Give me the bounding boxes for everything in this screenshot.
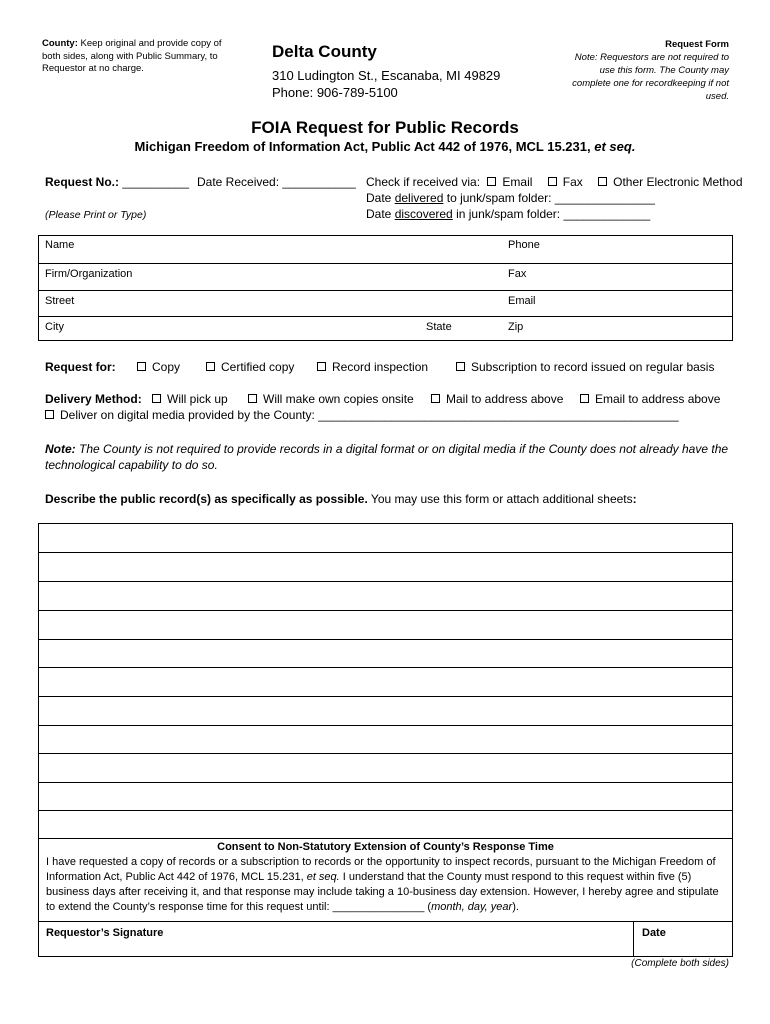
date-delivered <box>366 190 655 206</box>
subtitle-main: Michigan Freedom of Information Act, Public Act 442 of 1976, MCL 15.231, <box>134 139 591 154</box>
subscription-checkbox[interactable] <box>456 362 465 371</box>
description-line <box>39 696 732 697</box>
consent-section <box>46 840 725 915</box>
description-line <box>39 581 732 582</box>
consent-text: I have requested a copy of records or a subscription to records or the opportunity to inspect records, pursuant to the Michigan Freedom of Information Act, Public Act 442 of 1976, MCL 15.231, et seq. I understand that the County must respond to this request within five (5) business days after receiving it, and that response may include taking a 10-business day extension. However, I hereby agree and stipulate to extend the County’s response time for this request until: _______________ (month, day, year). <box>46 856 719 913</box>
date-received <box>197 175 356 189</box>
request-no-field[interactable]: __________ <box>122 175 190 189</box>
note-text: The County is not required to provide records in a digital format or on digital media if the County does not already have the technological capability to do so. <box>45 442 729 472</box>
consent-title: Consent to Non-Statutory Extension of County’s Response Time <box>217 841 554 853</box>
via-fax-label: Fax <box>562 175 583 189</box>
date-discovered <box>366 206 650 222</box>
signature-date-cell[interactable] <box>633 922 666 956</box>
signature-row <box>39 921 732 956</box>
will-pick-up-checkbox[interactable] <box>152 394 161 403</box>
zip-field[interactable]: Zip <box>508 321 524 333</box>
record-inspection-label: Record inspection <box>332 360 429 374</box>
requestor-signature-field[interactable]: Requestor’s Signature <box>46 927 164 939</box>
signature-date-label: Date <box>642 927 666 939</box>
digital-media-label: Deliver on digital media provided by the County: ______________________________________________________ <box>60 408 679 422</box>
records-description-box[interactable] <box>38 523 733 957</box>
contact-divider <box>39 290 732 291</box>
date-delivered-word: delivered <box>394 191 444 205</box>
request-form-note <box>559 38 729 103</box>
description-line <box>39 753 732 754</box>
request-form-note-text: Note: Requestors are not required to use this form. The County may complete one for recordkeeping if not used. <box>572 52 729 102</box>
contact-divider <box>39 263 732 264</box>
city-field[interactable]: City <box>45 321 64 333</box>
date-discovered-field[interactable]: in junk/spam folder: _____________ <box>456 207 651 221</box>
date-delivered-date: Date <box>366 191 392 205</box>
certified-copy-checkbox[interactable] <box>206 362 215 371</box>
request-no <box>45 175 189 189</box>
copy-label: Copy <box>152 360 181 374</box>
print-type-note: (Please Print or Type) <box>45 209 147 221</box>
org-phone: Phone: 906-789-5100 <box>272 85 398 100</box>
copy-checkbox[interactable] <box>137 362 146 371</box>
option-copy[interactable] <box>137 360 180 374</box>
date-delivered-field[interactable]: to junk/spam folder: _______________ <box>446 191 655 205</box>
county-note-label: County: <box>42 38 78 49</box>
date-discovered-word: discovered <box>394 207 453 221</box>
via-email-checkbox[interactable] <box>487 177 496 186</box>
page-subtitle <box>0 139 770 154</box>
received-via <box>366 174 743 190</box>
email-delivery-label: Email to address above <box>595 392 721 406</box>
complete-both-sides-note: (Complete both sides) <box>631 958 729 969</box>
option-mail[interactable] <box>431 392 563 406</box>
subtitle-italic: et seq. <box>594 139 636 154</box>
describe-instruction: Describe the public record(s) as specifically as possible. You may use this form or attach additional sheets: <box>45 492 637 506</box>
description-line <box>39 667 732 668</box>
describe-rest: You may use this form or attach additional sheets <box>370 492 633 506</box>
received-via-label: Check if received via: <box>366 175 481 189</box>
digital-format-note <box>45 441 735 473</box>
delivery-method-label: Delivery Method: <box>45 392 142 406</box>
date-received-field[interactable]: ___________ <box>282 175 356 189</box>
email-field[interactable]: Email <box>508 295 536 307</box>
certified-copy-label: Certified copy <box>221 360 295 374</box>
subscription-label: Subscription to record issued on regular basis <box>471 360 715 374</box>
org-address: 310 Ludington St., Escanaba, MI 49829 <box>272 68 501 83</box>
description-line <box>39 810 732 811</box>
own-copies-checkbox[interactable] <box>248 394 257 403</box>
description-line <box>39 782 732 783</box>
mail-label: Mail to address above <box>446 392 564 406</box>
date-discovered-date: Date <box>366 207 392 221</box>
org-name: Delta County <box>272 42 377 61</box>
description-line <box>39 552 732 553</box>
description-line <box>39 639 732 640</box>
date-received-label: Date Received: <box>197 175 280 189</box>
option-record-inspection[interactable] <box>317 360 428 374</box>
name-field[interactable]: Name <box>45 239 75 251</box>
request-no-label: Request No.: <box>45 175 120 189</box>
fax-field[interactable]: Fax <box>508 268 527 280</box>
own-copies-label: Will make own copies onsite <box>263 392 414 406</box>
note-label: Note: <box>45 442 76 456</box>
option-subscription[interactable] <box>456 360 714 374</box>
option-will-pick-up[interactable] <box>152 392 228 406</box>
county-note-text: Keep original and provide copy of both sides, along with Public Summary, to Requestor at no charge. <box>42 38 222 74</box>
via-fax-checkbox[interactable] <box>548 177 557 186</box>
via-email-label: Email <box>502 175 533 189</box>
digital-media-checkbox[interactable] <box>45 410 54 419</box>
record-inspection-checkbox[interactable] <box>317 362 326 371</box>
request-for-label: Request for: <box>45 360 116 374</box>
description-line <box>39 838 732 839</box>
via-other-checkbox[interactable] <box>598 177 607 186</box>
description-line <box>39 610 732 611</box>
via-other-label: Other Electronic Method <box>613 175 743 189</box>
email-checkbox[interactable] <box>580 394 589 403</box>
description-line <box>39 725 732 726</box>
page-title: FOIA Request for Public Records <box>251 118 519 137</box>
option-own-copies[interactable] <box>248 392 414 406</box>
will-pick-up-label: Will pick up <box>167 392 228 406</box>
contact-table <box>38 235 733 341</box>
county-note <box>42 38 222 76</box>
mail-checkbox[interactable] <box>431 394 440 403</box>
option-certified-copy[interactable] <box>206 360 294 374</box>
option-digital-media[interactable] <box>45 408 679 422</box>
org-header <box>272 42 500 101</box>
phone-field[interactable]: Phone <box>508 239 540 251</box>
option-email[interactable] <box>580 392 720 406</box>
request-form-title: Request Form <box>665 39 729 50</box>
street-field[interactable]: Street <box>45 295 75 307</box>
contact-divider <box>39 316 732 317</box>
describe-bold: Describe the public record(s) as specifically as possible. <box>45 492 368 506</box>
state-field[interactable]: State <box>426 321 452 333</box>
firm-field[interactable]: Firm/Organization <box>45 268 133 280</box>
